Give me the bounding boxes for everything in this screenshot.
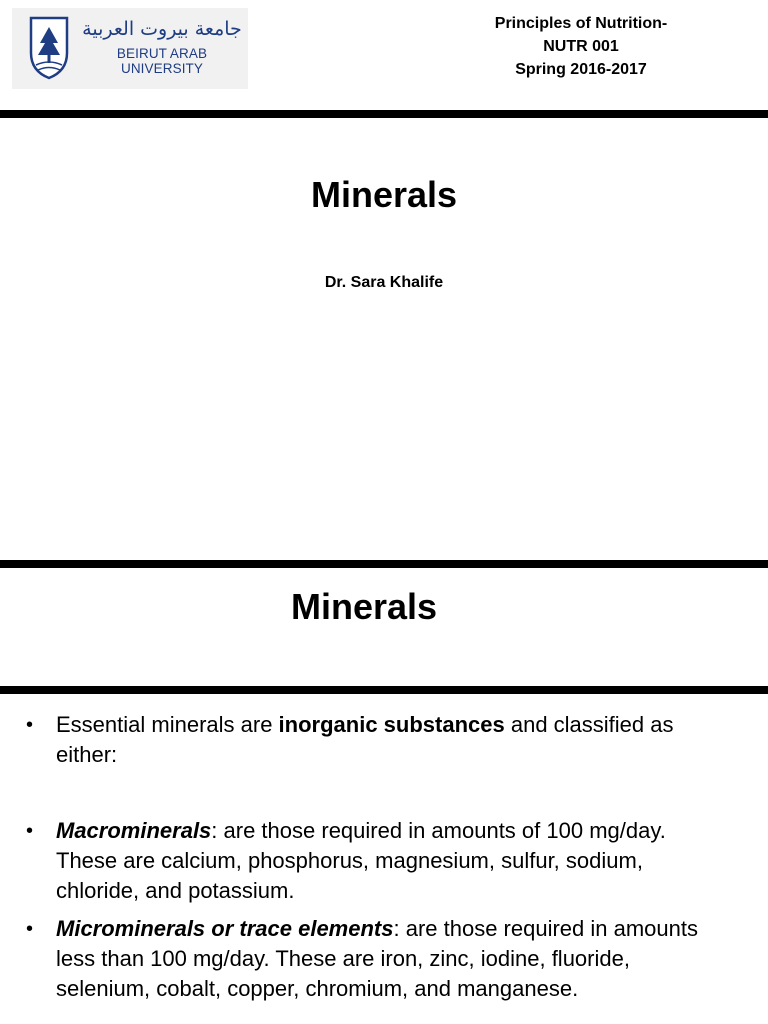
- course-name: Principles of Nutrition-: [494, 15, 668, 32]
- course-code: NUTR 001: [543, 38, 619, 55]
- term-macrominerals: Macrominerals: [56, 818, 212, 843]
- title-divider: [0, 686, 768, 694]
- crest-icon: [28, 15, 70, 81]
- bullet-icon: •: [26, 820, 34, 842]
- slide-title: Minerals: [310, 174, 458, 215]
- university-logo: [12, 8, 248, 89]
- list-item: • Microminerals or trace elements: are those required in amounts less than 100 mg/day. These are iron, zinc, iodine, fluoride, selenium, cobalt, copper, chromium, and manganese.: [26, 916, 698, 1001]
- bullet-icon: •: [26, 714, 34, 736]
- slide-title: Minerals: [290, 586, 438, 627]
- header-divider: [0, 110, 768, 118]
- logo-english-text: BEIRUT ARAB UNIVERSITY: [116, 46, 208, 76]
- content-slide: [0, 560, 768, 1024]
- emphasis-text: inorganic substances: [278, 712, 505, 737]
- bullet-list: [0, 704, 768, 1004]
- logo-arabic-text: جامعة بيروت العربية: [82, 18, 242, 40]
- bullet-icon: •: [26, 918, 34, 940]
- list-item: • Essential minerals are inorganic substances and classified as either:: [26, 712, 674, 767]
- term-microminerals: Microminerals or trace elements: [56, 916, 394, 941]
- course-term: Spring 2016-2017: [515, 61, 647, 78]
- course-info: [460, 12, 702, 81]
- author-name: Dr. Sara Khalife: [324, 274, 444, 291]
- top-divider: [0, 560, 768, 568]
- list-item: • Macrominerals: are those required in amounts of 100 mg/day. These are calcium, phosphorus, magnesium, sulfur, sodium, chloride, and potassium.: [26, 818, 666, 903]
